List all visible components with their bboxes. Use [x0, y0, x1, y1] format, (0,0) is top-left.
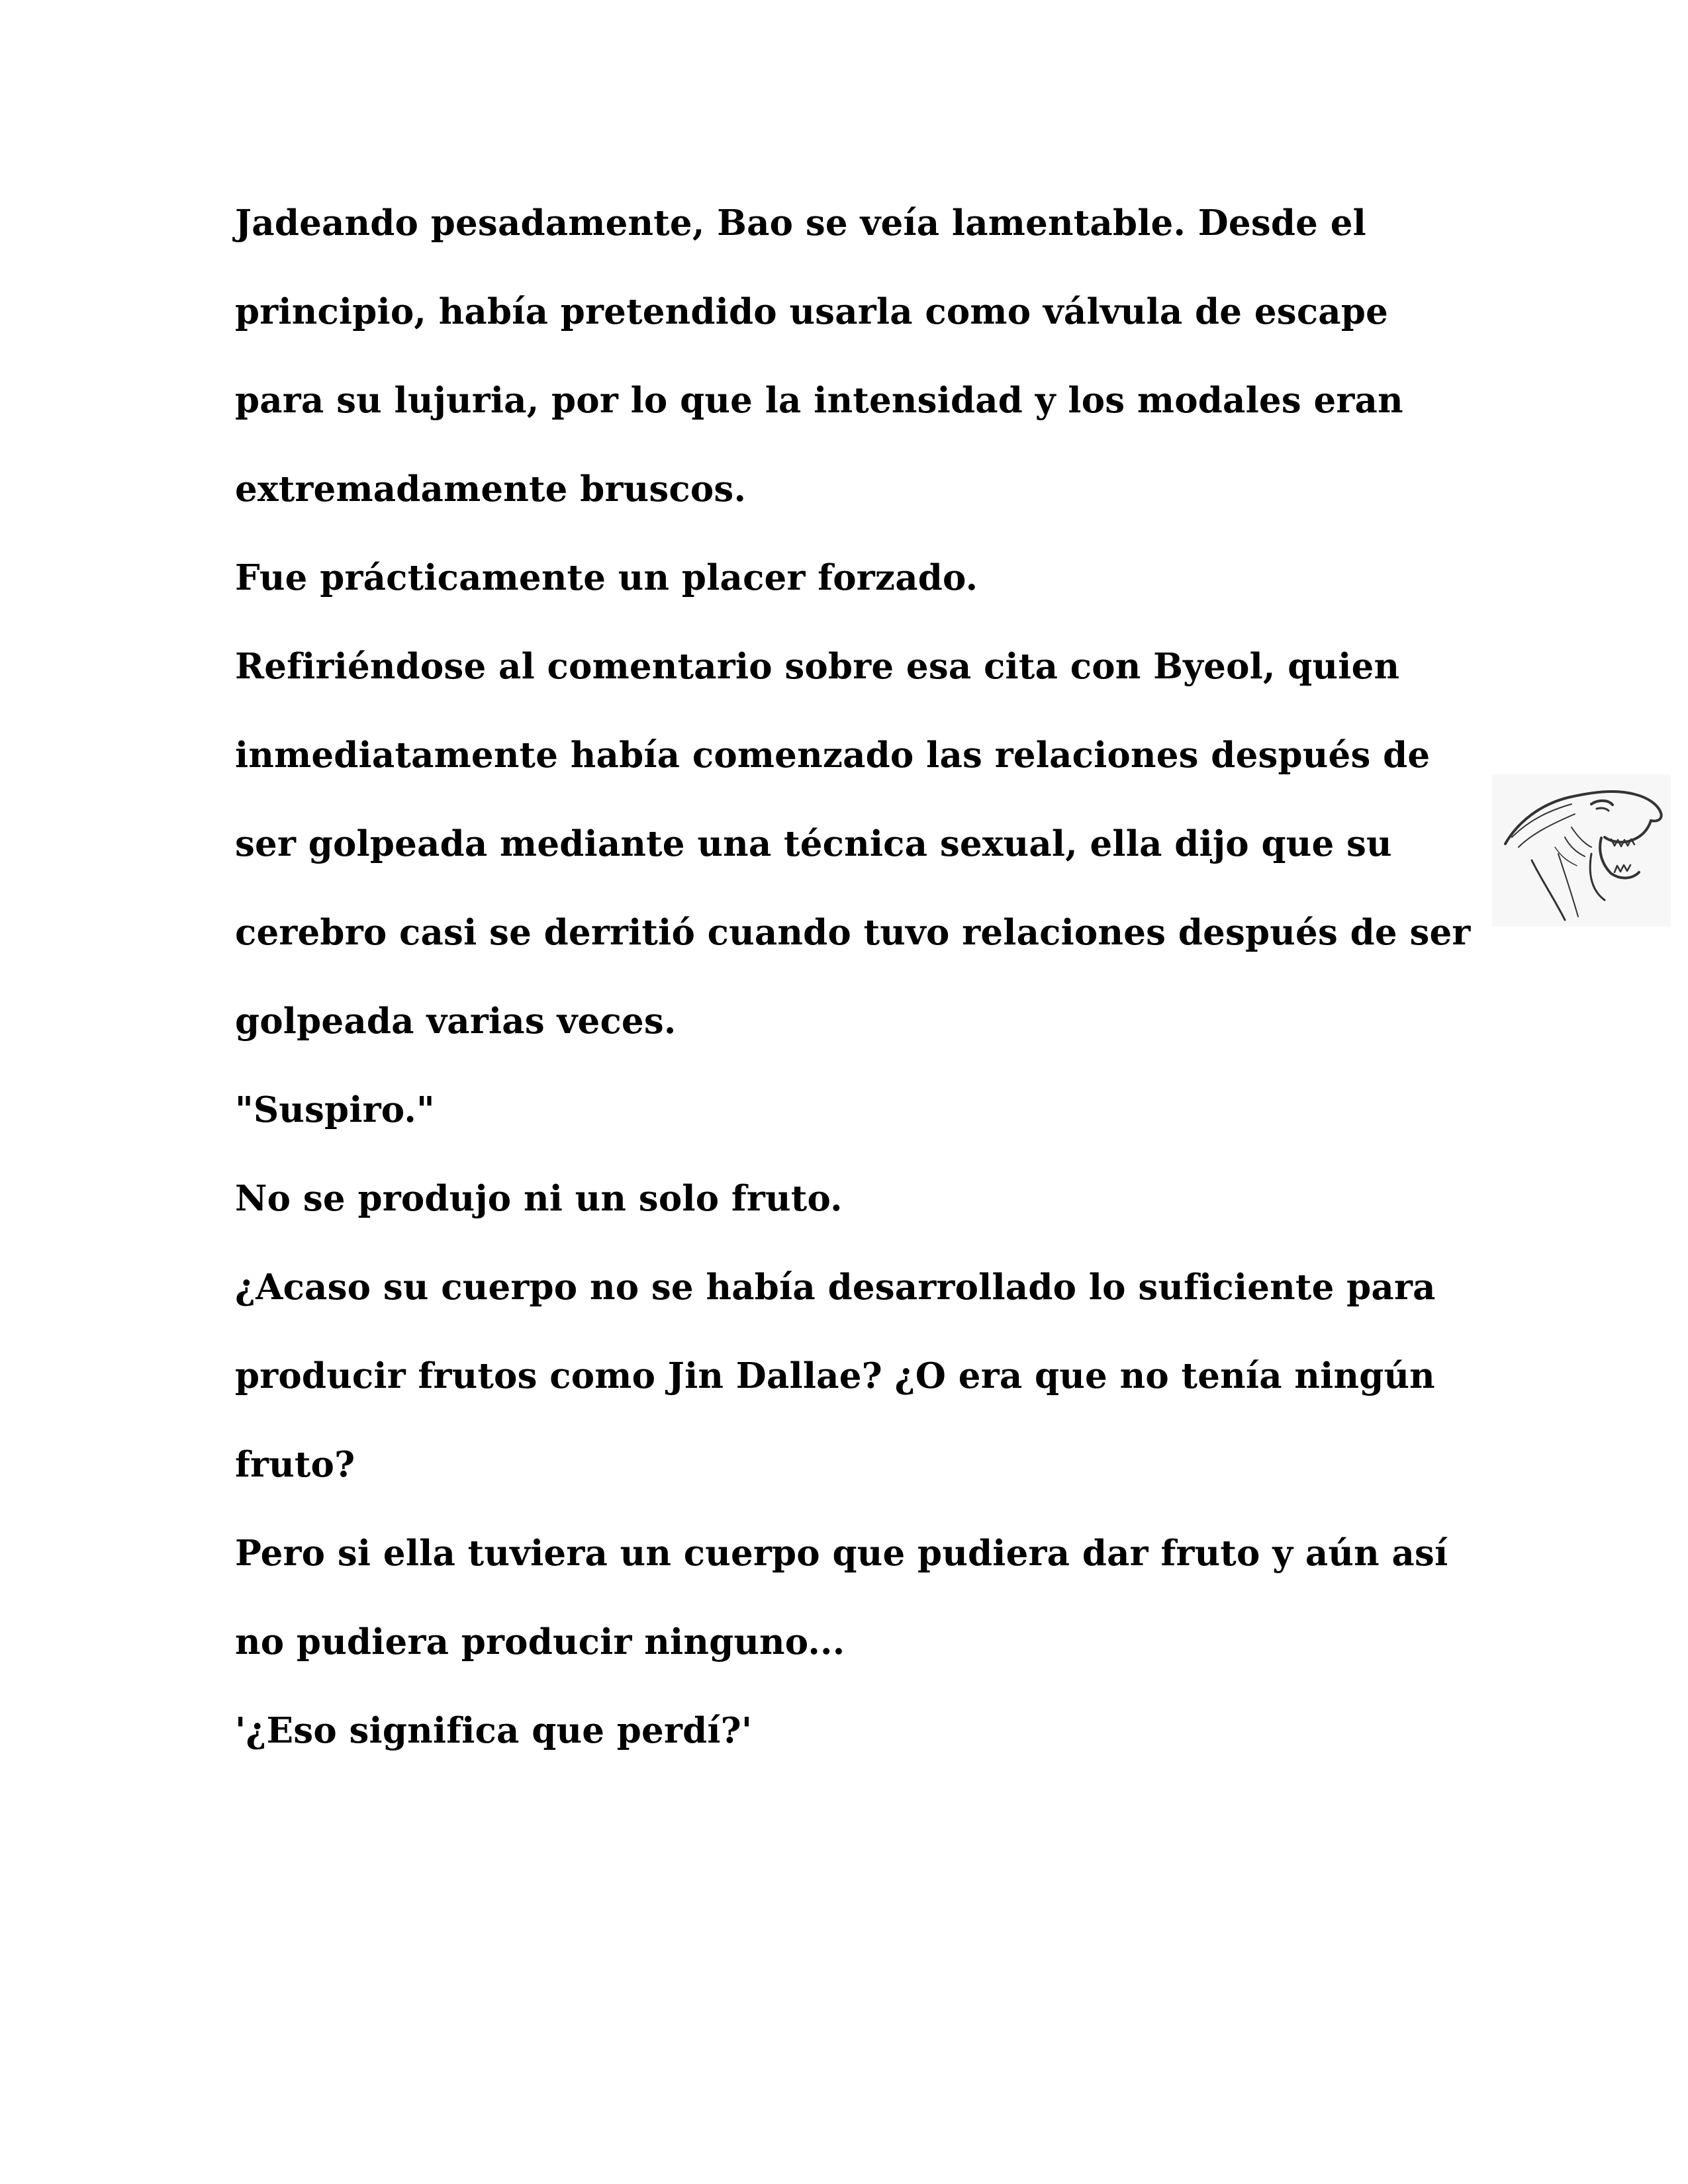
text-line: cerebro casi se derritió cuando tuvo relaciones después de ser: [235, 912, 1471, 953]
dinosaur-head-sketch-icon: [1492, 774, 1671, 927]
text-line: para su lujuria, por lo que la intensidad y los modales eran: [235, 380, 1403, 421]
text-line: '¿Eso significa que perdí?': [235, 1710, 753, 1751]
text-line: "Suspiro.": [235, 1089, 435, 1130]
text-line: principio, había pretendido usarla como válvula de escape: [235, 291, 1389, 332]
text-line: extremadamente bruscos.: [235, 469, 747, 510]
text-line: no pudiera producir ninguno...: [235, 1621, 845, 1662]
text-line: golpeada varias veces.: [235, 1001, 677, 1042]
text-line: Fue prácticamente un placer forzado.: [235, 557, 978, 598]
text-line: Refiriéndose al comentario sobre esa cita con Byeol, quien: [235, 646, 1400, 687]
text-line: inmediatamente había comenzado las relaciones después de: [235, 735, 1430, 776]
text-line: No se produjo ni un solo fruto.: [235, 1178, 843, 1219]
text-line: ¿Acaso su cuerpo no se había desarrollado lo suficiente para: [235, 1267, 1436, 1308]
text-line: fruto?: [235, 1444, 355, 1485]
dinosaur-head-svg: [1492, 774, 1671, 927]
text-line: ser golpeada mediante una técnica sexual, ella dijo que su: [235, 823, 1392, 864]
text-line: Jadeando pesadamente, Bao se veía lamentable. Desde el: [235, 203, 1366, 244]
text-line: producir frutos como Jin Dallae? ¿O era que no tenía ningún: [235, 1355, 1435, 1396]
body-text: [235, 179, 1506, 1775]
text-line: Pero si ella tuviera un cuerpo que pudiera dar fruto y aún así: [235, 1533, 1448, 1574]
